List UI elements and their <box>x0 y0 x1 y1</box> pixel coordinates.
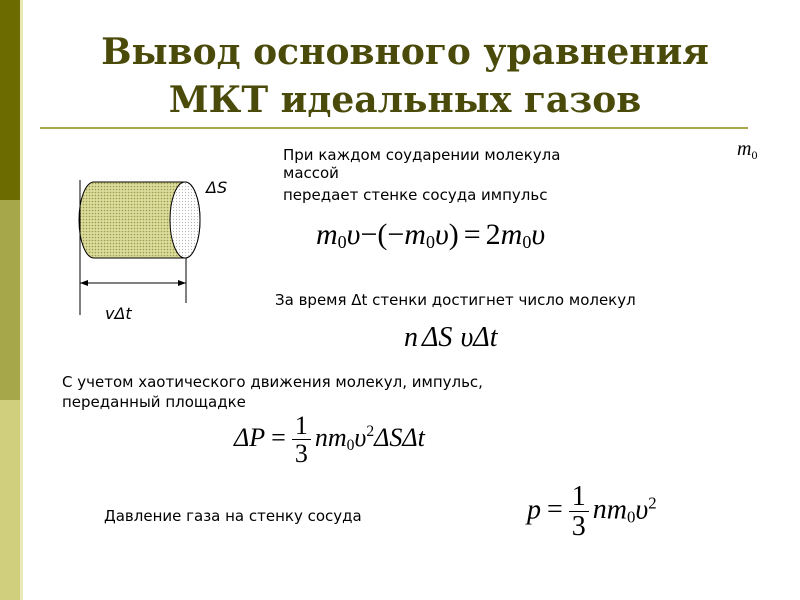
sidebar-stripe-dark <box>0 0 20 200</box>
sidebar-stripe-light <box>0 400 20 600</box>
slide-title-line-1: Вывод основного уравнения <box>101 31 709 73</box>
paragraph-chaotic-motion-line-1: С учетом хаотического движения молекул, импульс, <box>62 373 483 391</box>
paragraph-collision <box>283 145 683 205</box>
length-label: vΔt <box>105 304 132 323</box>
slide-title-line-2: МКТ идеальных газов <box>168 79 642 121</box>
mass-subscript: 0 <box>751 148 758 162</box>
fraction-one-third: $\frac{1}{3}$ <box>292 412 311 468</box>
paragraph-chaotic-motion-line-2: переданный площадке <box>62 393 246 411</box>
sidebar-stripe-mid <box>0 200 20 400</box>
paragraph-chaotic-motion <box>62 372 662 412</box>
mass-symbol: m <box>737 138 752 160</box>
sidebar-border <box>20 0 23 600</box>
dimension-arrow-head-right <box>178 280 186 286</box>
fraction-one-third-pressure: $\frac{1}{3}$ <box>569 482 589 542</box>
formula-pressure: p = $\frac{1}{3}$ $nm_0\upsilon^2$ <box>527 481 657 543</box>
paragraph-collision-line-1: При каждом соударении молекула <box>283 146 561 164</box>
formula-molecule-mass <box>737 138 757 163</box>
slide-title <box>40 28 770 124</box>
paragraph-molecule-count: За время Δt стенки достигнет число молекул <box>275 291 636 309</box>
title-underline <box>40 127 748 129</box>
paragraph-pressure: Давление газа на стенку сосуда <box>104 507 362 525</box>
area-label: ΔS <box>206 178 228 197</box>
paragraph-collision-line-2: массой <box>283 164 339 182</box>
dimension-arrow-head-left <box>80 280 88 286</box>
cylinder-end-face <box>170 182 200 258</box>
paragraph-collision-line-3: передает стенке сосуда импульс <box>283 186 548 204</box>
formula-delta-p: ΔP = $\frac{1}{3}$ $nm_0\upsilon^2\Delta S\Delta t$ <box>234 411 425 469</box>
formula-impulse: $m_0\upsilon-(-m_0\upsilon) = 2m_0\upsilon$ <box>316 218 546 252</box>
formula-molecule-count: n ΔS υΔt <box>404 322 498 353</box>
